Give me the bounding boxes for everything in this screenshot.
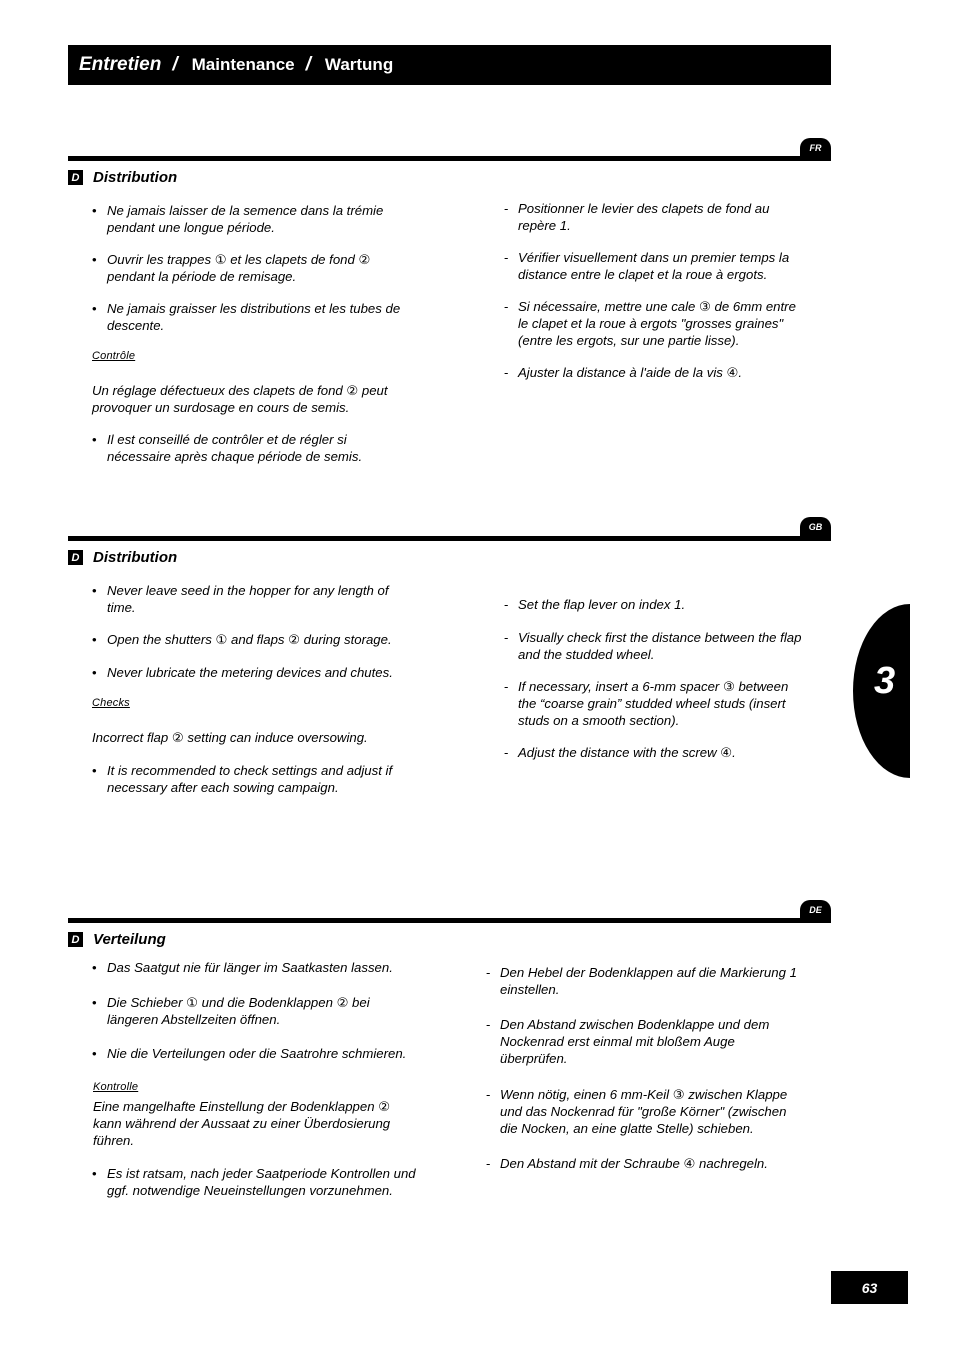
subheading: Checks	[92, 697, 130, 709]
dash-marker: -	[504, 597, 509, 612]
list-item: • Never lubricate the metering devices and chutes.	[92, 665, 393, 680]
bullet-marker: •	[92, 1166, 97, 1181]
section-rule	[68, 918, 831, 923]
dash-marker: -	[504, 365, 509, 380]
paragraph: Eine mangelhafte Einstellung der Bodenklappen ② kann während der Aussaat zu einer Überdosierung führen.	[93, 1099, 391, 1148]
dash-marker: -	[504, 745, 509, 760]
section-letter-box: D	[68, 170, 83, 185]
dash-marker: -	[486, 965, 491, 980]
bullet-marker: •	[92, 995, 97, 1010]
page-number: 63	[831, 1271, 908, 1304]
lang-tab-fr: FR	[800, 138, 831, 158]
section-heading	[68, 931, 166, 948]
header-separator: /	[172, 54, 178, 75]
bullet-marker: •	[92, 301, 97, 316]
dash-marker: -	[486, 1156, 491, 1171]
bullet-marker: •	[92, 1046, 97, 1061]
subheading: Contrôle	[92, 350, 136, 362]
section-heading	[68, 549, 177, 566]
list-item: - Den Hebel der Bodenklappen auf die Markierung 1 einstellen.	[486, 965, 797, 997]
header-bar	[68, 45, 831, 85]
list-item: - Adjust the distance with the screw ④.	[504, 745, 736, 760]
list-item: - Visually check first the distance between the flap and the studded wheel.	[504, 630, 802, 662]
list-item: • Es ist ratsam, nach jeder Saatperiode Kontrollen und ggf. notwendige Neueinstellungen vorzunehmen.	[92, 1166, 416, 1198]
list-item: • Ouvrir les trappes ① et les clapets de fond ② pendant la période de remisage.	[92, 252, 371, 284]
lang-tab-de: DE	[800, 900, 831, 920]
list-item: • Never leave seed in the hopper for any length of time.	[92, 583, 389, 615]
bullet-marker: •	[92, 252, 97, 267]
paragraph: Incorrect flap ② setting can induce oversowing.	[92, 730, 368, 745]
list-item: - Si nécessaire, mettre une cale ③ de 6mm entre le clapet et la roue à ergots "grosses graines" (entre les ergots, sur une partie lisse).	[504, 299, 796, 348]
paragraph: Un réglage défectueux des clapets de fond ② peut provoquer un surdosage en cours de semis.	[92, 383, 388, 415]
list-item: - Den Abstand zwischen Bodenklappe und dem Nockenrad erst einmal mit bloßem Auge überprüfen.	[486, 1017, 770, 1066]
list-item: • It is recommended to check settings and adjust if necessary after each sowing campaign.	[92, 763, 393, 795]
dash-marker: -	[504, 299, 509, 314]
bullet-marker: •	[92, 763, 97, 778]
list-item: - Set the flap lever on index 1.	[504, 597, 686, 612]
dash-marker: -	[486, 1087, 491, 1102]
dash-marker: -	[486, 1017, 491, 1032]
section-heading	[68, 169, 177, 186]
section-rule	[68, 156, 831, 161]
section-title: Distribution	[93, 549, 178, 566]
list-item: • Die Schieber ① und die Bodenklappen ② bei längeren Abstellzeiten öffnen.	[92, 995, 370, 1027]
section-letter-box: D	[68, 932, 83, 947]
list-item: • Ne jamais laisser de la semence dans la trémie pendant une longue période.	[92, 203, 384, 235]
dash-marker: -	[504, 250, 509, 265]
bullet-marker: •	[92, 203, 97, 218]
chapter-number: 3	[874, 660, 896, 702]
bullet-marker: •	[92, 960, 97, 975]
header-title-de: Wartung	[324, 55, 394, 74]
subheading: Kontrolle	[93, 1081, 139, 1093]
list-item: • Nie die Verteilungen oder die Saatrohre schmieren.	[92, 1046, 407, 1061]
bullet-marker: •	[92, 632, 97, 647]
dash-marker: -	[504, 679, 509, 694]
section-title: Distribution	[93, 169, 178, 186]
bullet-marker: •	[92, 432, 97, 447]
list-item: • Open the shutters ① and flaps ② during storage.	[92, 632, 392, 647]
list-item: • Ne jamais graisser les distributions et les tubes de descente.	[92, 301, 401, 333]
list-item: - Wenn nötig, einen 6 mm-Keil ③ zwischen Klappe und das Nockenrad für "große Körner" (zwischen die Nocken, an eine glatte Stelle) schieben.	[486, 1087, 788, 1136]
header-separator: /	[305, 54, 311, 75]
list-item: - If necessary, insert a 6-mm spacer ③ between the “coarse grain” studded wheel studs (insert studs on a smooth section).	[504, 679, 789, 728]
list-item: - Vérifier visuellement dans un premier temps la distance entre le clapet et la roue à ergots.	[504, 250, 790, 282]
list-item: • Das Saatgut nie für länger im Saatkasten lassen.	[92, 960, 393, 975]
header-title-gb: Maintenance	[191, 55, 295, 74]
bullet-marker: •	[92, 665, 97, 680]
lang-tab-gb: GB	[800, 517, 831, 537]
bullet-marker: •	[92, 583, 97, 598]
dash-marker: -	[504, 630, 509, 645]
list-item: - Positionner le levier des clapets de fond au repère 1.	[504, 201, 770, 233]
list-item: • Il est conseillé de contrôler et de régler si nécessaire après chaque période de semis.	[92, 432, 363, 464]
section-letter-box: D	[68, 550, 83, 565]
section-rule	[68, 536, 831, 541]
dash-marker: -	[504, 201, 509, 216]
section-title: Verteilung	[93, 931, 166, 948]
list-item: - Den Abstand mit der Schraube ④ nachregeln.	[486, 1156, 768, 1171]
header-title-fr: Entretien	[79, 54, 162, 75]
list-item: - Ajuster la distance à l'aide de la vis ④.	[504, 365, 742, 380]
